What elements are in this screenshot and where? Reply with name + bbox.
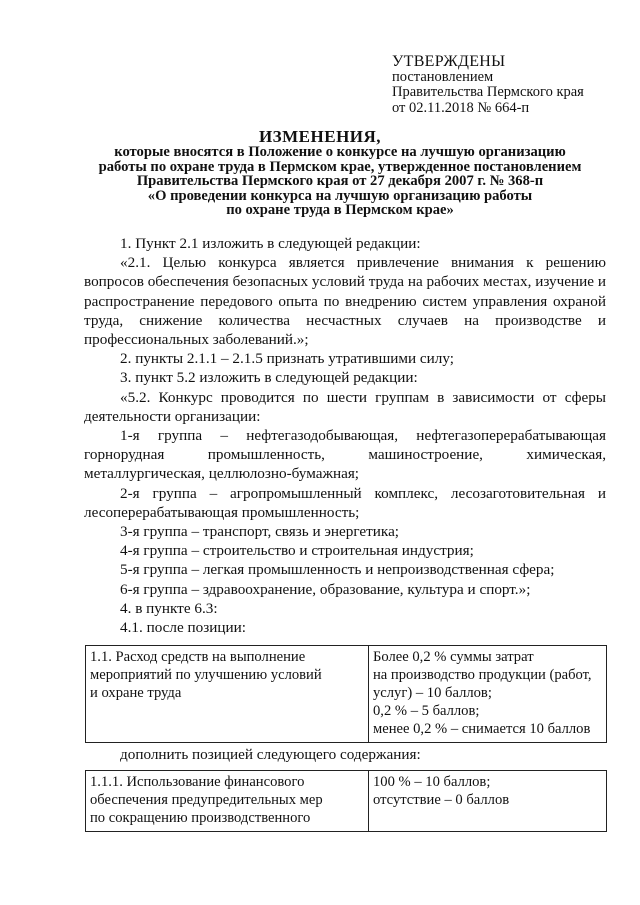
approval-stamp — [392, 54, 584, 116]
subtitle-line: «О проведении конкурса на лучшую организацию работы — [147, 187, 533, 204]
table-row — [86, 646, 607, 743]
paragraph-2: «2.1. Целью конкурса является привлечение внимания к решению вопросов обеспечения безопасных условий труда на рабочих местах, изучение и распространение передового опыта по внедрению систем управления охраной труда, снижение количества несчастных случаев на производстве и профессиональных заболеваний.»; — [84, 254, 606, 349]
paragraph-3: 2. пункты 2.1.1 – 2.1.5 признать утратившими силу; — [120, 350, 454, 368]
cell-line: 1.1.1. Использование финансового — [90, 774, 305, 790]
paragraph-6: 1-я группа – нефтегазодобывающая, нефтегазоперерабатывающая горнорудная промышленность, машиностроение, химическая, металлургическая, целлюлозно-бумажная; — [84, 427, 606, 483]
subtitle-line: Правительства Пермского края от 27 декабря 2007 г. № 368-п — [136, 173, 544, 189]
document-title: ИЗМЕНЕНИЯ, — [258, 127, 382, 146]
table-cell-score — [369, 771, 607, 832]
cell-line: мероприятий по улучшению условий — [90, 667, 322, 683]
cell-line: отсутствие – 0 баллов — [373, 792, 510, 808]
approval-line-3: Правительства Пермского края — [392, 84, 584, 100]
paragraph-12: 4. в пункте 6.3: — [120, 599, 218, 617]
cell-line: и охране труда — [90, 685, 182, 701]
cell-line: на производство продукции (работ, — [373, 667, 592, 683]
paragraph-11: 6-я группа – здравоохранение, образование, культура и спорт.»; — [120, 580, 531, 598]
table-cell-criterion — [86, 771, 369, 832]
new-position-table — [85, 770, 607, 832]
subtitle-line: по охране труда в Пермском крае» — [226, 202, 454, 218]
table-cell-score — [369, 646, 607, 743]
cell-line: менее 0,2 % – снимается 10 баллов — [373, 721, 591, 737]
paragraph-9: 4-я группа – строительство и строительная индустрия; — [120, 542, 474, 560]
approval-heading: УТВЕРЖДЕНЫ — [392, 53, 506, 70]
cell-line: 1.1. Расход средств на выполнение — [90, 649, 306, 665]
cell-line: услуг) – 10 баллов; — [373, 685, 492, 701]
cell-line: 100 % – 10 баллов; — [373, 774, 491, 790]
subtitle-line: работы по охране труда в Пермском крае, утвержденное постановлением — [98, 158, 582, 175]
cell-line: по сокращению производственного — [90, 810, 311, 826]
cell-line: 0,2 % – 5 баллов; — [373, 703, 480, 719]
paragraph-8: 3-я группа – транспорт, связь и энергетика; — [120, 523, 400, 541]
table-cell-criterion — [86, 646, 369, 743]
approval-line-4: от 02.11.2018 № 664-п — [392, 99, 530, 116]
paragraph-10: 5-я группа – легкая промышленность и непроизводственная сфера; — [120, 561, 555, 579]
paragraph-7: 2-я группа – агропромышленный комплекс, лесозаготовительная и лесоперерабатывающая промышленность; — [84, 484, 606, 521]
paragraph-5: «5.2. Конкурс проводится по шести группам в зависимости от сферы деятельности организации: — [84, 388, 606, 425]
subtitle-line: которые вносятся в Положение о конкурсе на лучшую организацию — [114, 144, 566, 160]
paragraph-1: 1. Пункт 2.1 изложить в следующей редакции: — [120, 235, 421, 252]
paragraph-4: 3. пункт 5.2 изложить в следующей редакции: — [120, 369, 418, 387]
paragraph-13: 4.1. после позиции: — [120, 619, 246, 637]
document-subtitle — [80, 145, 600, 218]
middle-text: дополнить позицией следующего содержания: — [120, 746, 421, 763]
document-body — [84, 234, 606, 637]
cell-line: обеспечения предупредительных мер — [90, 792, 323, 808]
cell-line: Более 0,2 % суммы затрат — [373, 649, 534, 665]
position-table — [85, 645, 607, 743]
approval-line-2: постановлением — [392, 68, 494, 85]
table-row — [86, 771, 607, 832]
